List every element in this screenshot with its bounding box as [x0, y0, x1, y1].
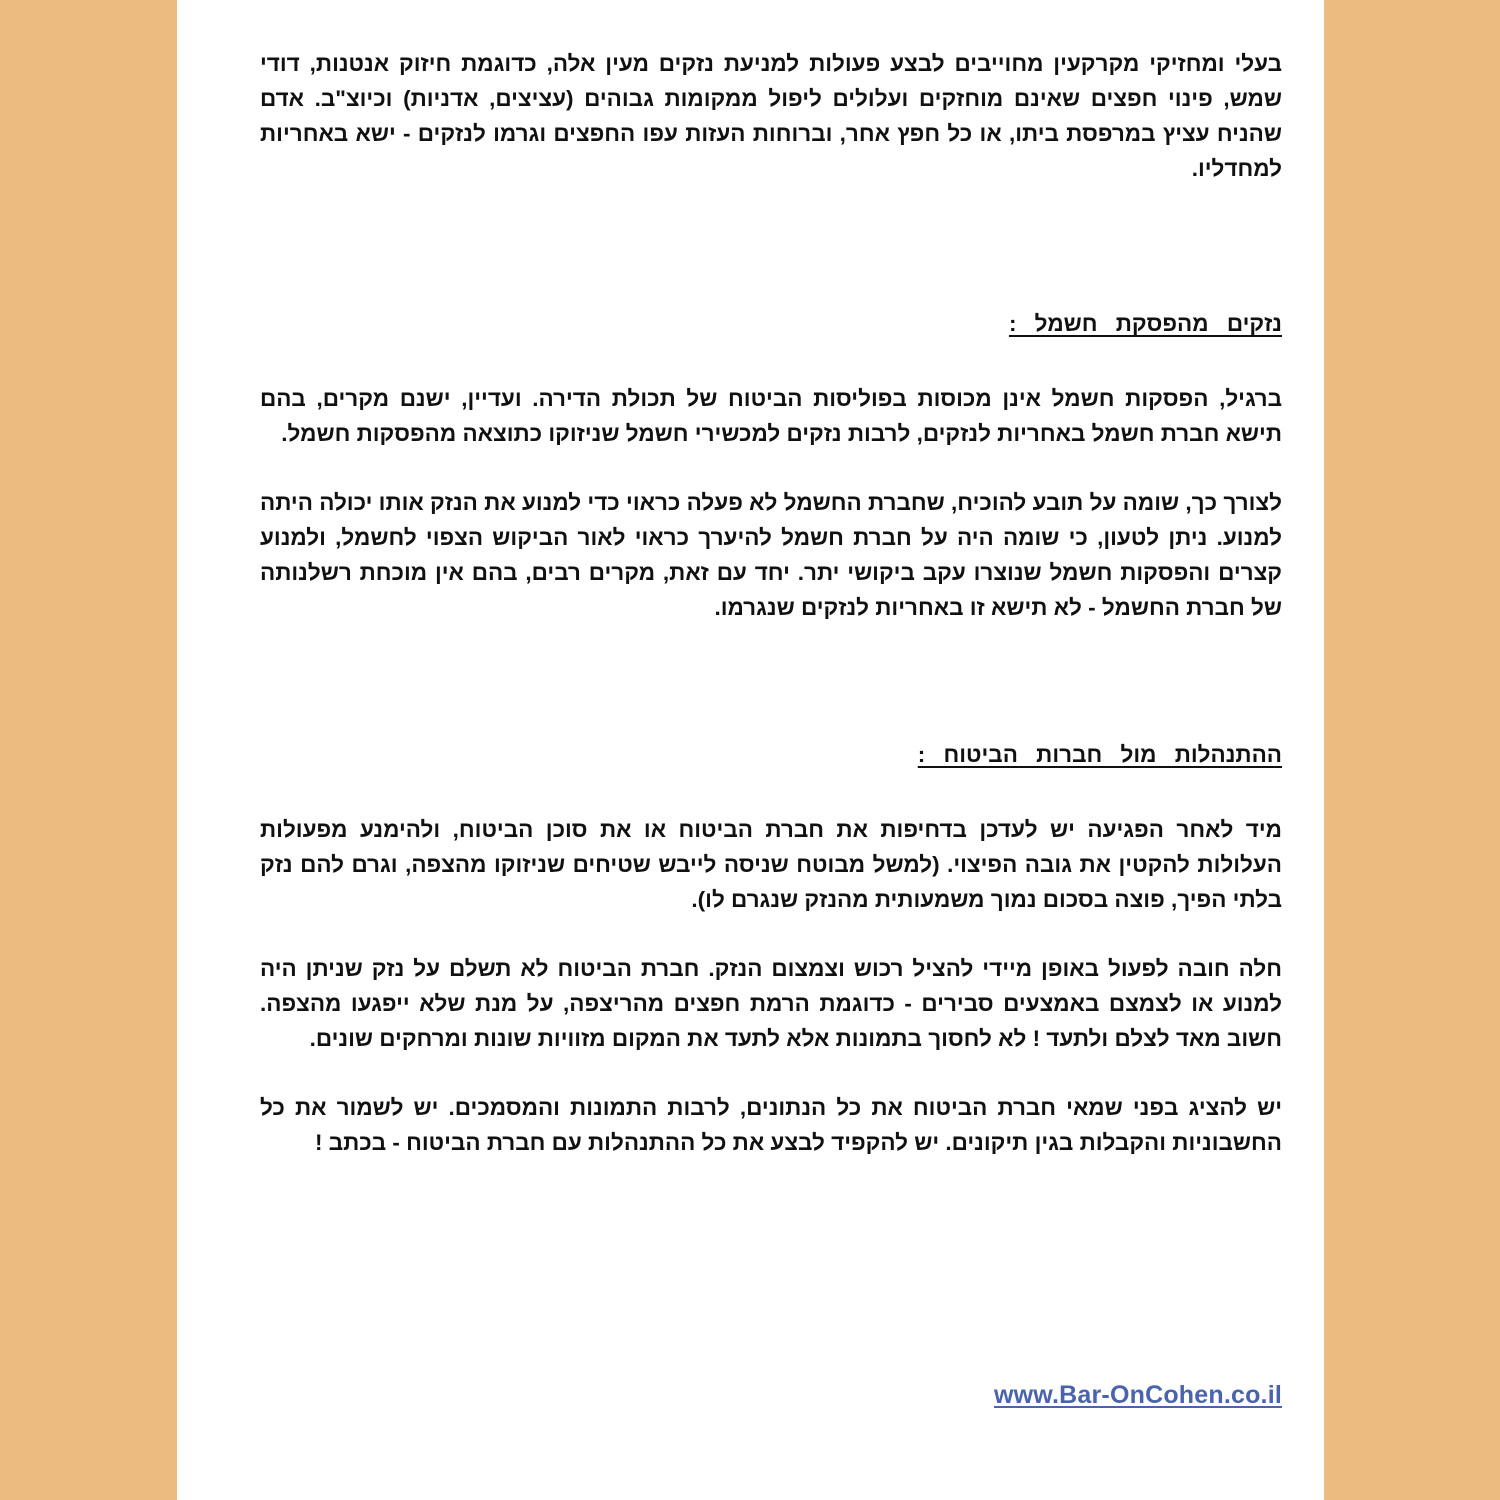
document-body	[260, 46, 1282, 1160]
spacer	[260, 917, 1282, 951]
section-heading-power-outage: נזקים מהפסקת חשמל :	[1008, 311, 1282, 336]
insurance-paragraph-1: מיד לאחר הפגיעה יש לעדכן בדחיפות את חברת הביטוח או את סוכן הביטוח, ולהימנע מפעולות העלולות להקטין את גובה הפיצוי. (למשל מבוטח שניסה לייבש שטיחים שניזוקו מהצפה, וגרם להם נזק בלתי הפיך, פוצה בסכום נמוך משמעותית מהנזק שנגרם לו).	[260, 817, 1282, 912]
spacer	[260, 186, 1282, 306]
insurance-paragraph-2: חלה חובה לפעול באופן מיידי להציל רכוש וצמצום הנזק. חברת הביטוח לא תשלם על נזק שניתן היה למנוע או לצמצם באמצעים סבירים - כדוגמת הרמת חפצים מהריצפה, על מנת שלא ייפגעו מהצפה. חשוב מאד לצלם ולתעד ! לא לחסוך בתמונות אלא לתעד את המקום מזוויות שונות ומרחקים שונים.	[260, 956, 1282, 1051]
section-heading-insurance: ההתנהלות מול חברות הביטוח :	[917, 742, 1282, 767]
insurance-paragraph-3: יש להציג בפני שמאי חברת הביטוח את כל הנתונים, לרבות התמונות והמסמכים. יש לשמור את כל החשבוניות והקבלות בגין תיקונים. יש להקפיד לבצע את כל ההתנהלות עם חברת הביטוח - בכתב !	[260, 1095, 1282, 1155]
spacer	[260, 772, 1282, 812]
spacer	[260, 625, 1282, 737]
spacer	[260, 1056, 1282, 1090]
website-link[interactable]: www.Bar-OnCohen.co.il	[993, 1381, 1282, 1409]
spacer	[260, 341, 1282, 381]
document-page	[177, 0, 1324, 1500]
intro-paragraph: בעלי ומחזיקי מקרקעין מחוייבים לבצע פעולות למניעת נזקים מעין אלה, כדוגמת חיזוק אנטנות, דודי שמש, פינוי חפצים שאינם מוחזקים ועלולים ליפול ממקומות גבוהים (עציצים, אדניות) וכיוצ"ב. אדם שהניח עציץ במרפסת ביתו, או כל חפץ אחר, וברוחות העזות עפו החפצים וגרמו לנזקים - ישא באחריות למחדליו.	[260, 51, 1282, 181]
spacer	[260, 451, 1282, 485]
power-outage-paragraph-2: לצורך כך, שומה על תובע להוכיח, שחברת החשמל לא פעלה כראוי כדי למנוע את הנזק אותו יכולה היתה למנוע. ניתן לטעון, כי שומה היה על חברת חשמל להיערך כראוי לאור הביקוש הצפוי לחשמל, ולמנוע קצרים והפסקות חשמל שנוצרו עקב ביקושי יתר. יחד עם זאת, מקרים רבים, בהם אין מוכחת רשלנותה של חברת החשמל - לא תישא זו באחריות לנזקים שנגרמו.	[260, 490, 1282, 620]
power-outage-paragraph-1: ברגיל, הפסקות חשמל אינן מכוסות בפוליסות הביטוח של תכולת הדירה. ועדיין, ישנם מקרים, בהם תישא חברת חשמל באחריות לנזקים, לרבות נזקים למכשירי חשמל שניזוקו כתוצאה מהפסקות חשמל.	[260, 386, 1282, 446]
